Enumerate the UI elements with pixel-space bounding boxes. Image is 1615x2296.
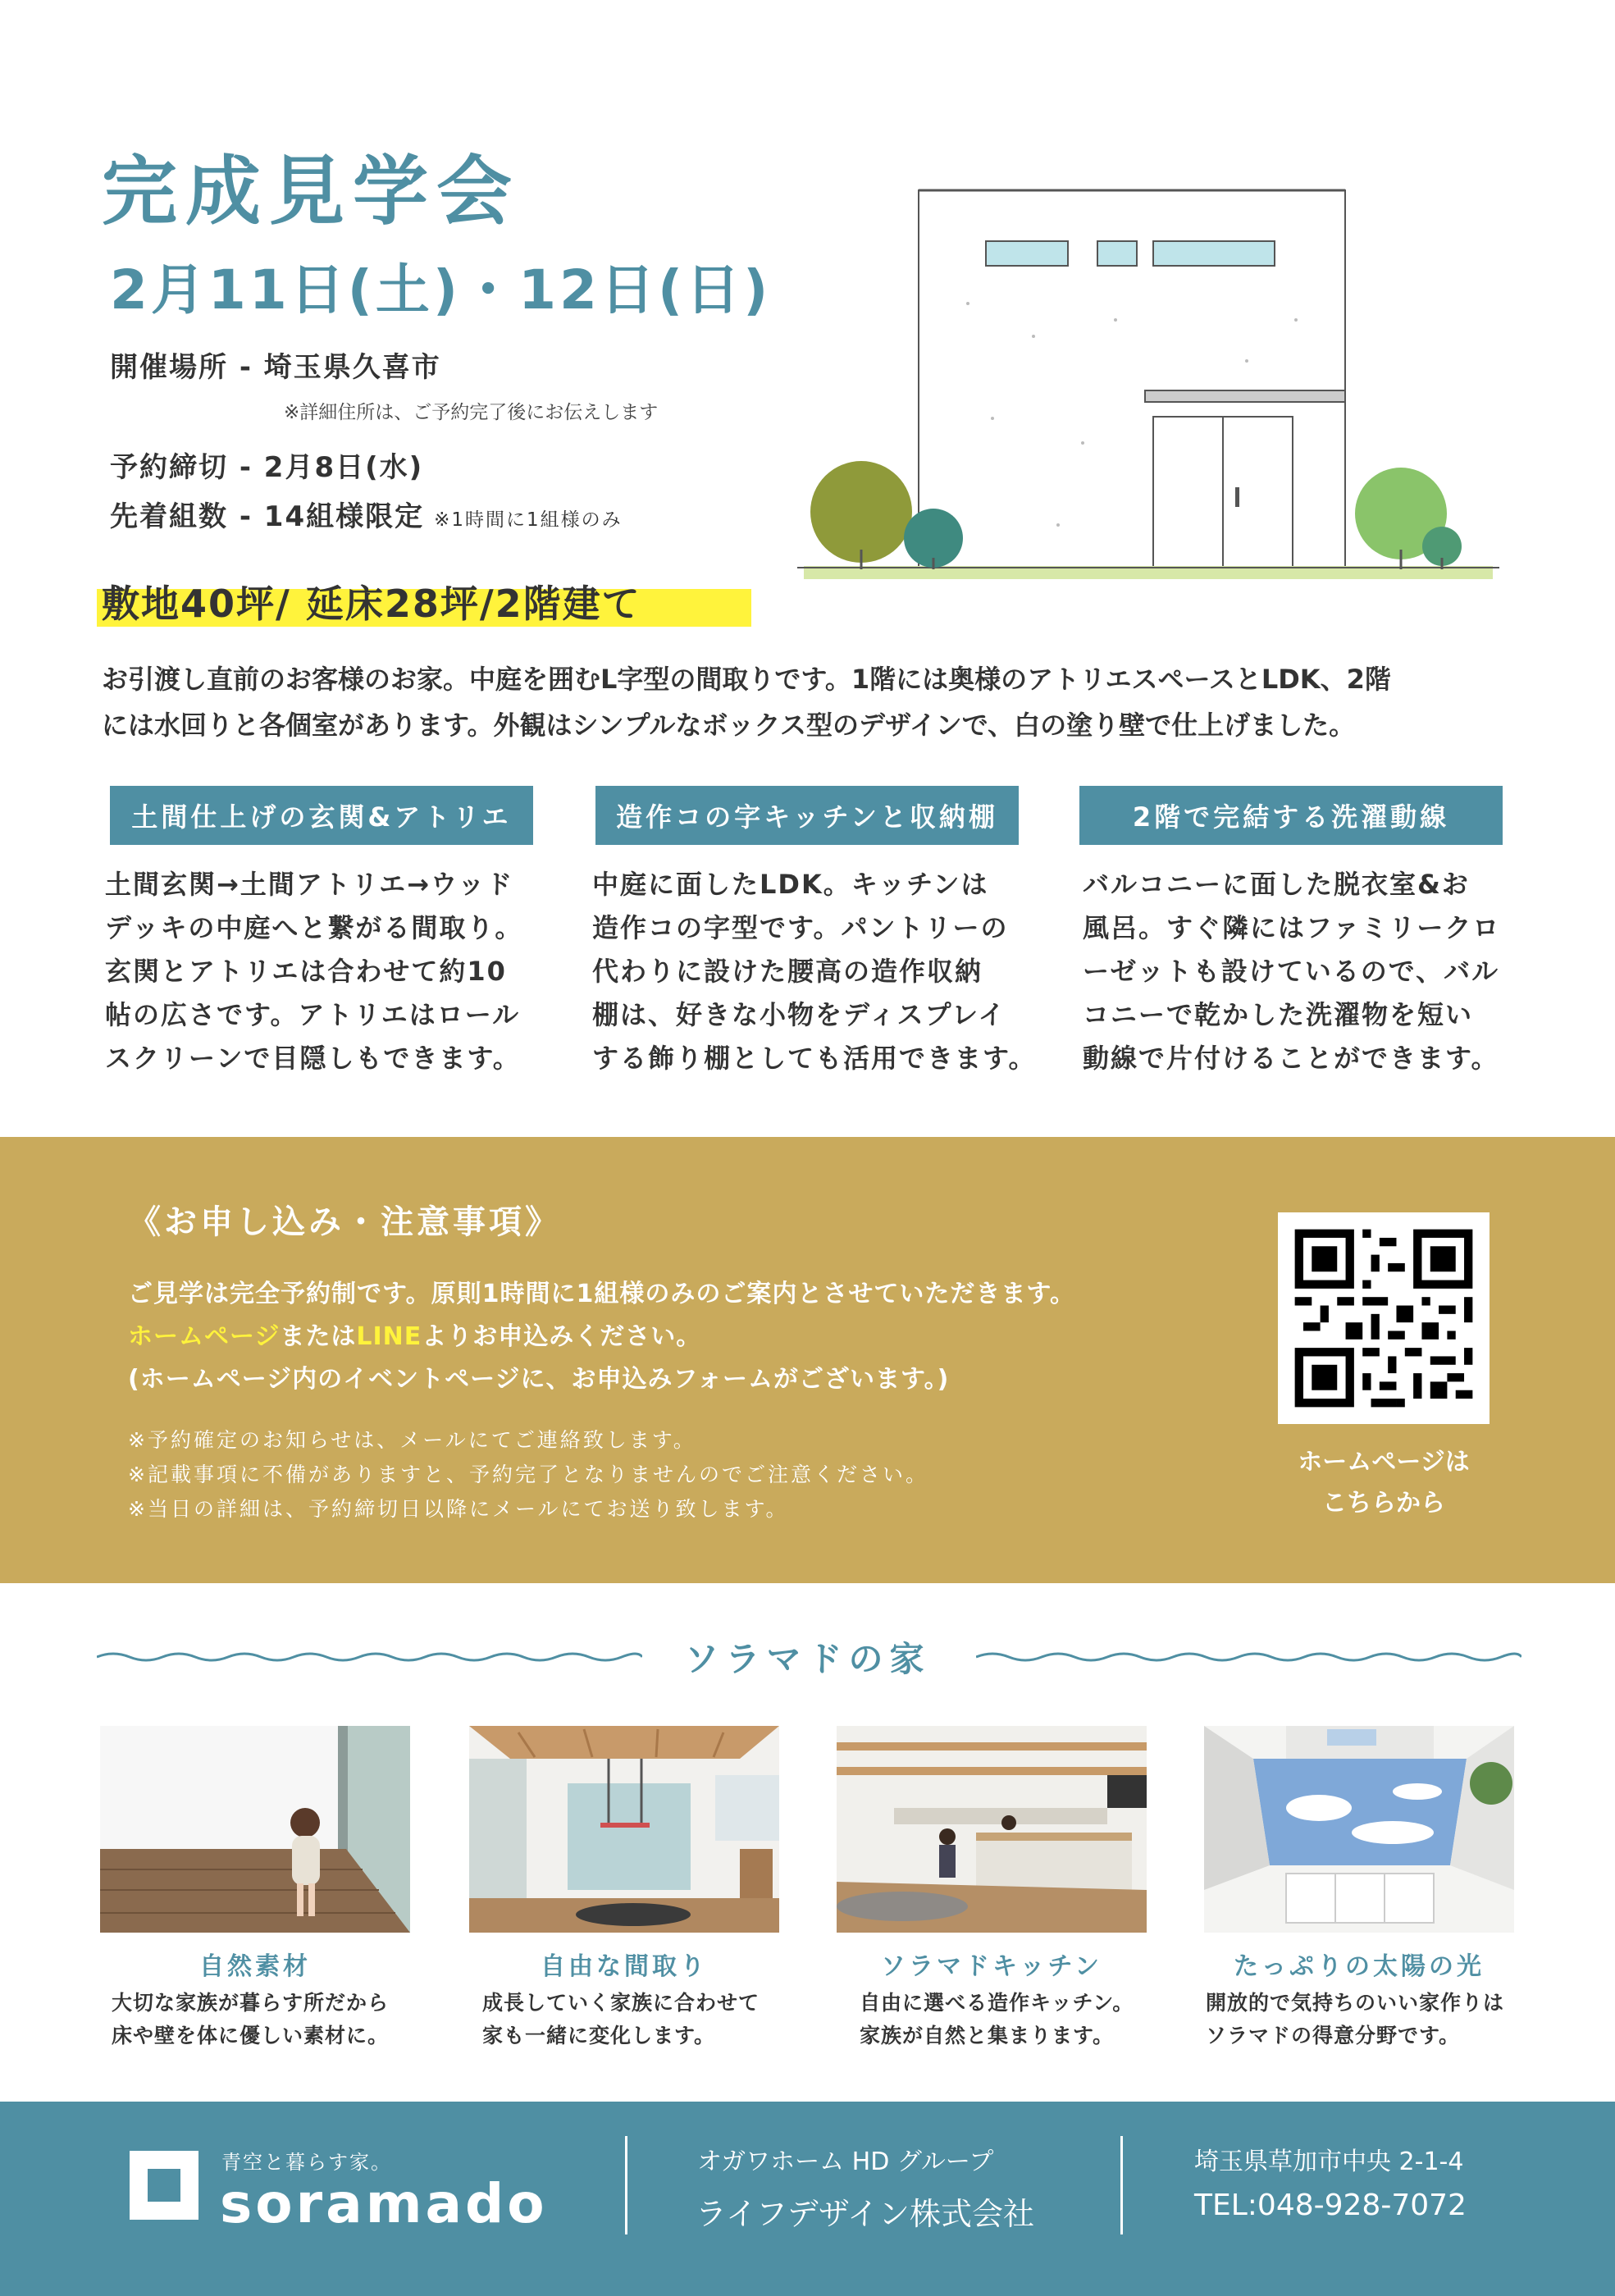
feature-card-line: 床や壁を体に優しい素材に。 xyxy=(112,2024,390,2047)
footer-tel[interactable]: TEL:048-928-7072 xyxy=(1194,2189,1467,2222)
qr-caption xyxy=(1247,1442,1521,1524)
footer-divider xyxy=(1120,2136,1123,2234)
line-link[interactable]: LINE xyxy=(356,1322,422,1351)
spec-line: 敷地40坪/ 延床28坪/2階建て xyxy=(102,582,641,626)
feature-card-line: 成長していく家族に合わせて xyxy=(482,1991,760,2015)
feature-line: 風呂。すぐ隣にはファミリークロ xyxy=(1083,912,1501,943)
feature-body-laundry xyxy=(1083,863,1542,1080)
application-rest: よりお申込みください。 xyxy=(422,1322,702,1351)
feature-line: 帖の広さです。アトリエはロール xyxy=(105,999,521,1030)
intro-line: お引渡し直前のお客様のお家。中庭を囲むL字型の間取りです。1階には奥様のアトリエスペースとLDK、2階 xyxy=(102,664,1391,695)
qr-code-icon xyxy=(1278,1212,1490,1424)
application-line-3: (ホームページ内のイベントページに、お申込みフォームがございます。) xyxy=(128,1365,950,1394)
feature-line: 玄関とアトリエは合わせて約10 xyxy=(105,956,507,987)
logo-wordmark: soramado xyxy=(220,2172,548,2235)
feature-line: 中庭に面したLDK。キッチンは xyxy=(592,869,989,900)
wave-divider-right xyxy=(976,1649,1521,1665)
feature-line: 造作コの字型です。パントリーの xyxy=(592,912,1009,943)
event-dates: 2月11日(土)・12日(日) xyxy=(110,258,772,322)
qr-caption-line: こちらから xyxy=(1322,1489,1445,1518)
feature-line: スクリーンで目隠しもできます。 xyxy=(105,1043,521,1074)
page-title: 完成見学会 xyxy=(102,148,521,235)
feature-line: バルコニーに面した脱衣室&お xyxy=(1083,869,1470,900)
feature-card-title: 自然素材 xyxy=(199,1952,311,1981)
photo-free-floor-plan xyxy=(469,1726,779,1933)
house-illustration xyxy=(787,172,1509,591)
photo-kitchen xyxy=(837,1726,1147,1933)
venue-note: ※詳細住所は、ご予約完了後にお伝えします xyxy=(284,402,659,423)
feature-line: 土間玄関→土間アトリエ→ウッド xyxy=(105,869,514,900)
footer-address: 埼玉県草加市中央 2-1-4 xyxy=(1194,2148,1464,2176)
feature-card-title: ソラマドキッチン xyxy=(881,1952,1102,1981)
feature-card-title: 自由な間取り xyxy=(541,1952,708,1981)
application-note: ※当日の詳細は、予約締切日以降にメールにてお送り致します。 xyxy=(128,1497,789,1521)
feature-card-title: たっぷりの太陽の光 xyxy=(1234,1952,1485,1981)
application-note: ※予約確定のお知らせは、メールにてご連絡致します。 xyxy=(128,1428,696,1452)
qr-caption-line: ホームページは xyxy=(1298,1448,1470,1477)
logo-tagline: 青空と暮らす家。 xyxy=(221,2151,392,2174)
feature-title-entrance: 土間仕上げの玄関&アトリエ xyxy=(110,786,533,845)
footer-divider xyxy=(625,2136,627,2234)
intro-line: には水回りと各個室があります。外観はシンプルなボックス型のデザインで、白の塗り壁で仕上げました。 xyxy=(102,710,1356,741)
deadline-info: 予約締切 - 2月8日(水) xyxy=(110,451,424,484)
feature-line: 棚は、好きな小物をディスプレイ xyxy=(592,999,1006,1030)
intro-text xyxy=(102,656,1529,748)
feature-line: ーゼットも設けているので、バル xyxy=(1083,956,1500,987)
feature-card-line: 大切な家族が暮らす所だから xyxy=(112,1991,390,2015)
qr-code[interactable] xyxy=(1278,1212,1490,1424)
feature-card-line: 自由に選べる造作キッチン。 xyxy=(860,1991,1134,2015)
feature-card-body xyxy=(1206,1987,1534,2052)
soramado-logo-icon xyxy=(130,2151,198,2220)
application-or: または xyxy=(280,1322,357,1351)
feature-title-kitchen: 造作コの字キッチンと収納棚 xyxy=(595,786,1019,845)
feature-line: 代わりに設けた腰高の造作収納 xyxy=(592,956,983,987)
feature-body-entrance xyxy=(105,863,564,1080)
feature-card-body xyxy=(860,1987,1188,2052)
feature-card-line: 開放的で気持ちのいい家作りは xyxy=(1206,1991,1505,2015)
feature-card-line: 家族が自然と集まります。 xyxy=(860,2024,1115,2047)
groups-info xyxy=(110,494,623,534)
feature-line: 動線で片付けることができます。 xyxy=(1083,1043,1499,1074)
groups-note: ※1時間に1組様のみ xyxy=(434,509,623,531)
application-line-1: ご見学は完全予約制です。原則1時間に1組様のみのご案内とさせていただきます。 xyxy=(128,1280,1075,1308)
feature-title-laundry: 2階で完結する洗濯動線 xyxy=(1079,786,1503,845)
feature-line: コニーで乾かした洗濯物を短い xyxy=(1083,999,1474,1030)
venue-info: 開催場所 - 埼玉県久喜市 xyxy=(110,351,441,384)
application-title: 《お申し込み・注意事項》 xyxy=(128,1203,561,1241)
feature-line: デッキの中庭へと繋がる間取り。 xyxy=(105,912,523,943)
feature-card-line: 家も一緒に変化します。 xyxy=(482,2024,716,2047)
feature-card-body xyxy=(482,1987,810,2052)
photo-natural-materials xyxy=(100,1726,410,1933)
feature-line: する飾り棚としても活用できます。 xyxy=(592,1043,1037,1074)
feature-card-body xyxy=(112,1987,440,2052)
footer-group: オガワホーム HD グループ xyxy=(697,2148,994,2176)
section-title: ソラマドの家 xyxy=(684,1639,931,1679)
groups-label: 先着組数 - 14組様限定 xyxy=(110,500,425,533)
feature-body-kitchen xyxy=(592,863,1052,1080)
photo-sunlight xyxy=(1204,1726,1514,1933)
homepage-link[interactable]: ホームページ xyxy=(128,1322,281,1351)
application-note: ※記載事項に不備がありますと、予約完了となりませんのでご注意ください。 xyxy=(128,1463,928,1486)
application-line-2 xyxy=(128,1316,701,1352)
footer-company: ライフデザイン株式会社 xyxy=(696,2196,1035,2232)
feature-card-line: ソラマドの得意分野です。 xyxy=(1206,2024,1461,2047)
